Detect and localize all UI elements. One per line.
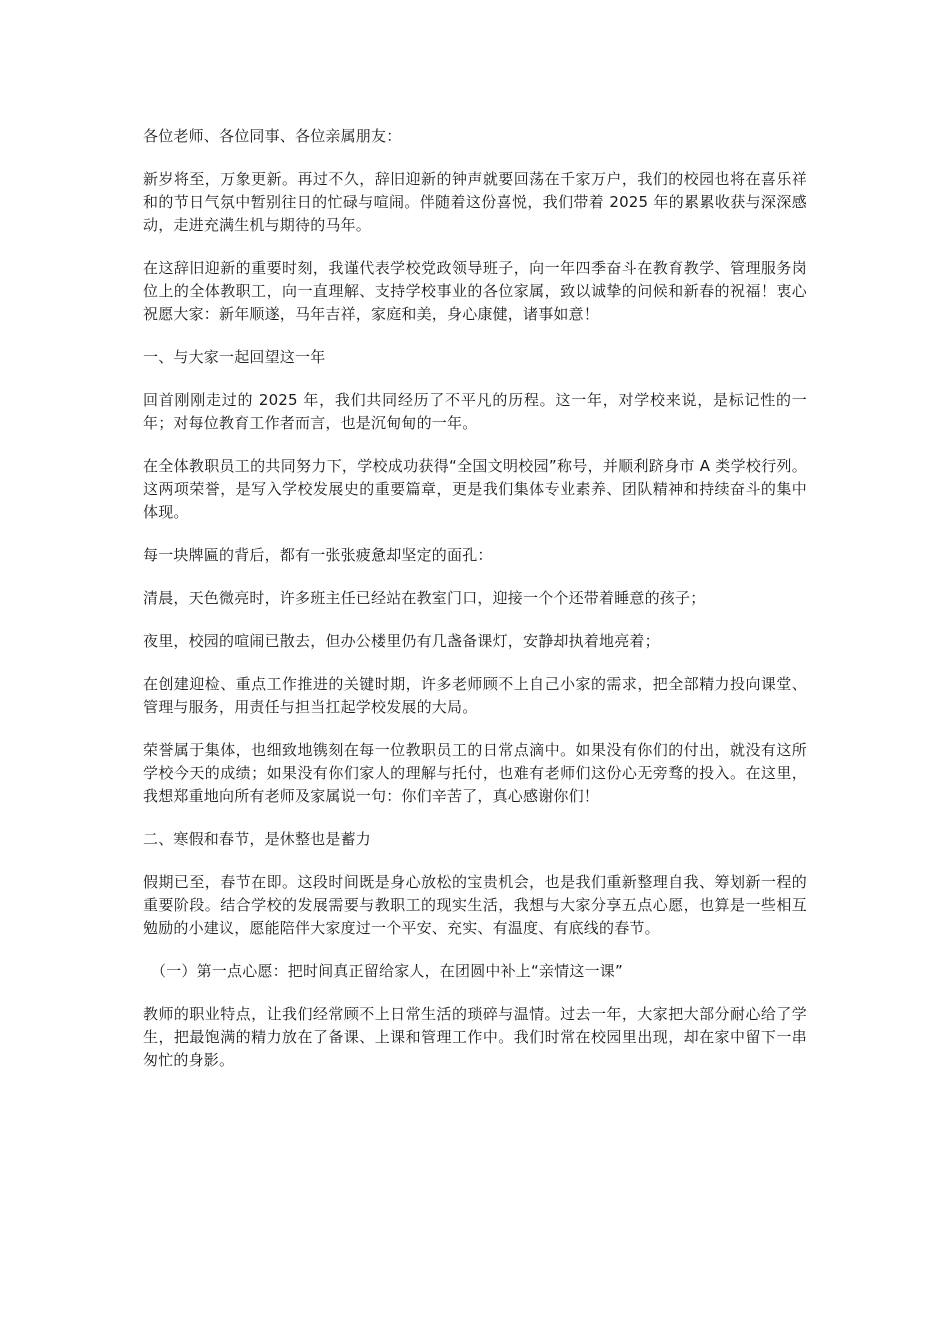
paragraph: 假期已至，春节在即。这段时间既是身心放松的宝贵机会，也是我们重新整理自我、筹划新一程的重要阶段。结合学校的发展需要与教职工的现实生活，我想与大家分享五点心愿，也算是一些相互勉励的小建议，愿能陪伴大家度过一个平安、充实、有温度、有底线的春节。 [143,873,807,937]
paragraph: 在创建迎检、重点工作推进的关键时期，许多老师顾不上自己小家的需求，把全部精力投向课堂、管理与服务，用责任与担当扛起学校发展的大局。 [143,675,807,716]
section-heading: 一、与大家一起回望这一年 [143,348,326,366]
paragraph: 教师的职业特点，让我们经常顾不上日常生活的琐碎与温情。过去一年，大家把大部分耐心给了学生，把最饱满的精力放在了备课、上课和管理工作中。我们时常在校园里出现，却在家中留下一串匆忙的身影。 [143,1005,807,1069]
paragraph: 在这辞旧迎新的重要时刻，我谨代表学校党政领导班子，向一年四季奋斗在教育教学、管理服务岗位上的全体教职工，向一直理解、支持学校事业的各位家属，致以诚挚的问候和新春的祝福！衷心祝愿大家：新年顺遂，马年吉祥，家庭和美，身心康健，诸事如意！ [143,259,807,323]
paragraph: 回首刚刚走过的 2025 年，我们共同经历了不平凡的历程。这一年，对学校来说，是标记性的一年；对每位教育工作者而言，也是沉甸甸的一年。 [143,391,807,432]
section-heading: 二、寒假和春节，是休整也是蓄力 [143,830,372,848]
salutation: 各位老师、各位同事、各位亲属朋友： [143,127,402,145]
paragraph: 夜里，校园的喧闹已散去，但办公楼里仍有几盏备课灯，安静却执着地亮着； [143,632,660,650]
paragraph: 新岁将至，万象更新。再过不久，辞旧迎新的钟声就要回荡在千家万户，我们的校园也将在喜乐祥和的节日气氛中暂别往日的忙碌与喧闹。伴随着这份喜悦，我们带着 2025 年的累累收获与深深感动，走进充满生机与期待的马年。 [143,170,807,234]
paragraph: 清晨，天色微亮时，许多班主任已经站在教室门口，迎接一个个还带着睡意的孩子； [143,589,706,607]
subsection-heading: （一）第一点心愿：把时间真正留给家人，在团圆中补上“亲情这一课” [151,962,623,980]
letter-body [143,125,807,1092]
paragraph: 在全体教职员工的共同努力下，学校成功获得“全国文明校园”称号，并顺利跻身市 A 类学校行列。这两项荣誉，是写入学校发展史的重要篇章，更是我们集体专业素养、团队精神和持续奋斗的集中体现。 [143,457,807,521]
paragraph: 荣誉属于集体，也细致地镌刻在每一位教职员工的日常点滴中。如果没有你们的付出，就没有这所学校今天的成绩；如果没有你们家人的理解与托付，也难有老师们这份心无旁骛的投入。在这里，我想郑重地向所有老师及家属说一句：你们辛苦了，真心感谢你们！ [143,741,807,805]
paragraph: 每一块牌匾的背后，都有一张张疲惫却坚定的面孔： [143,546,493,564]
